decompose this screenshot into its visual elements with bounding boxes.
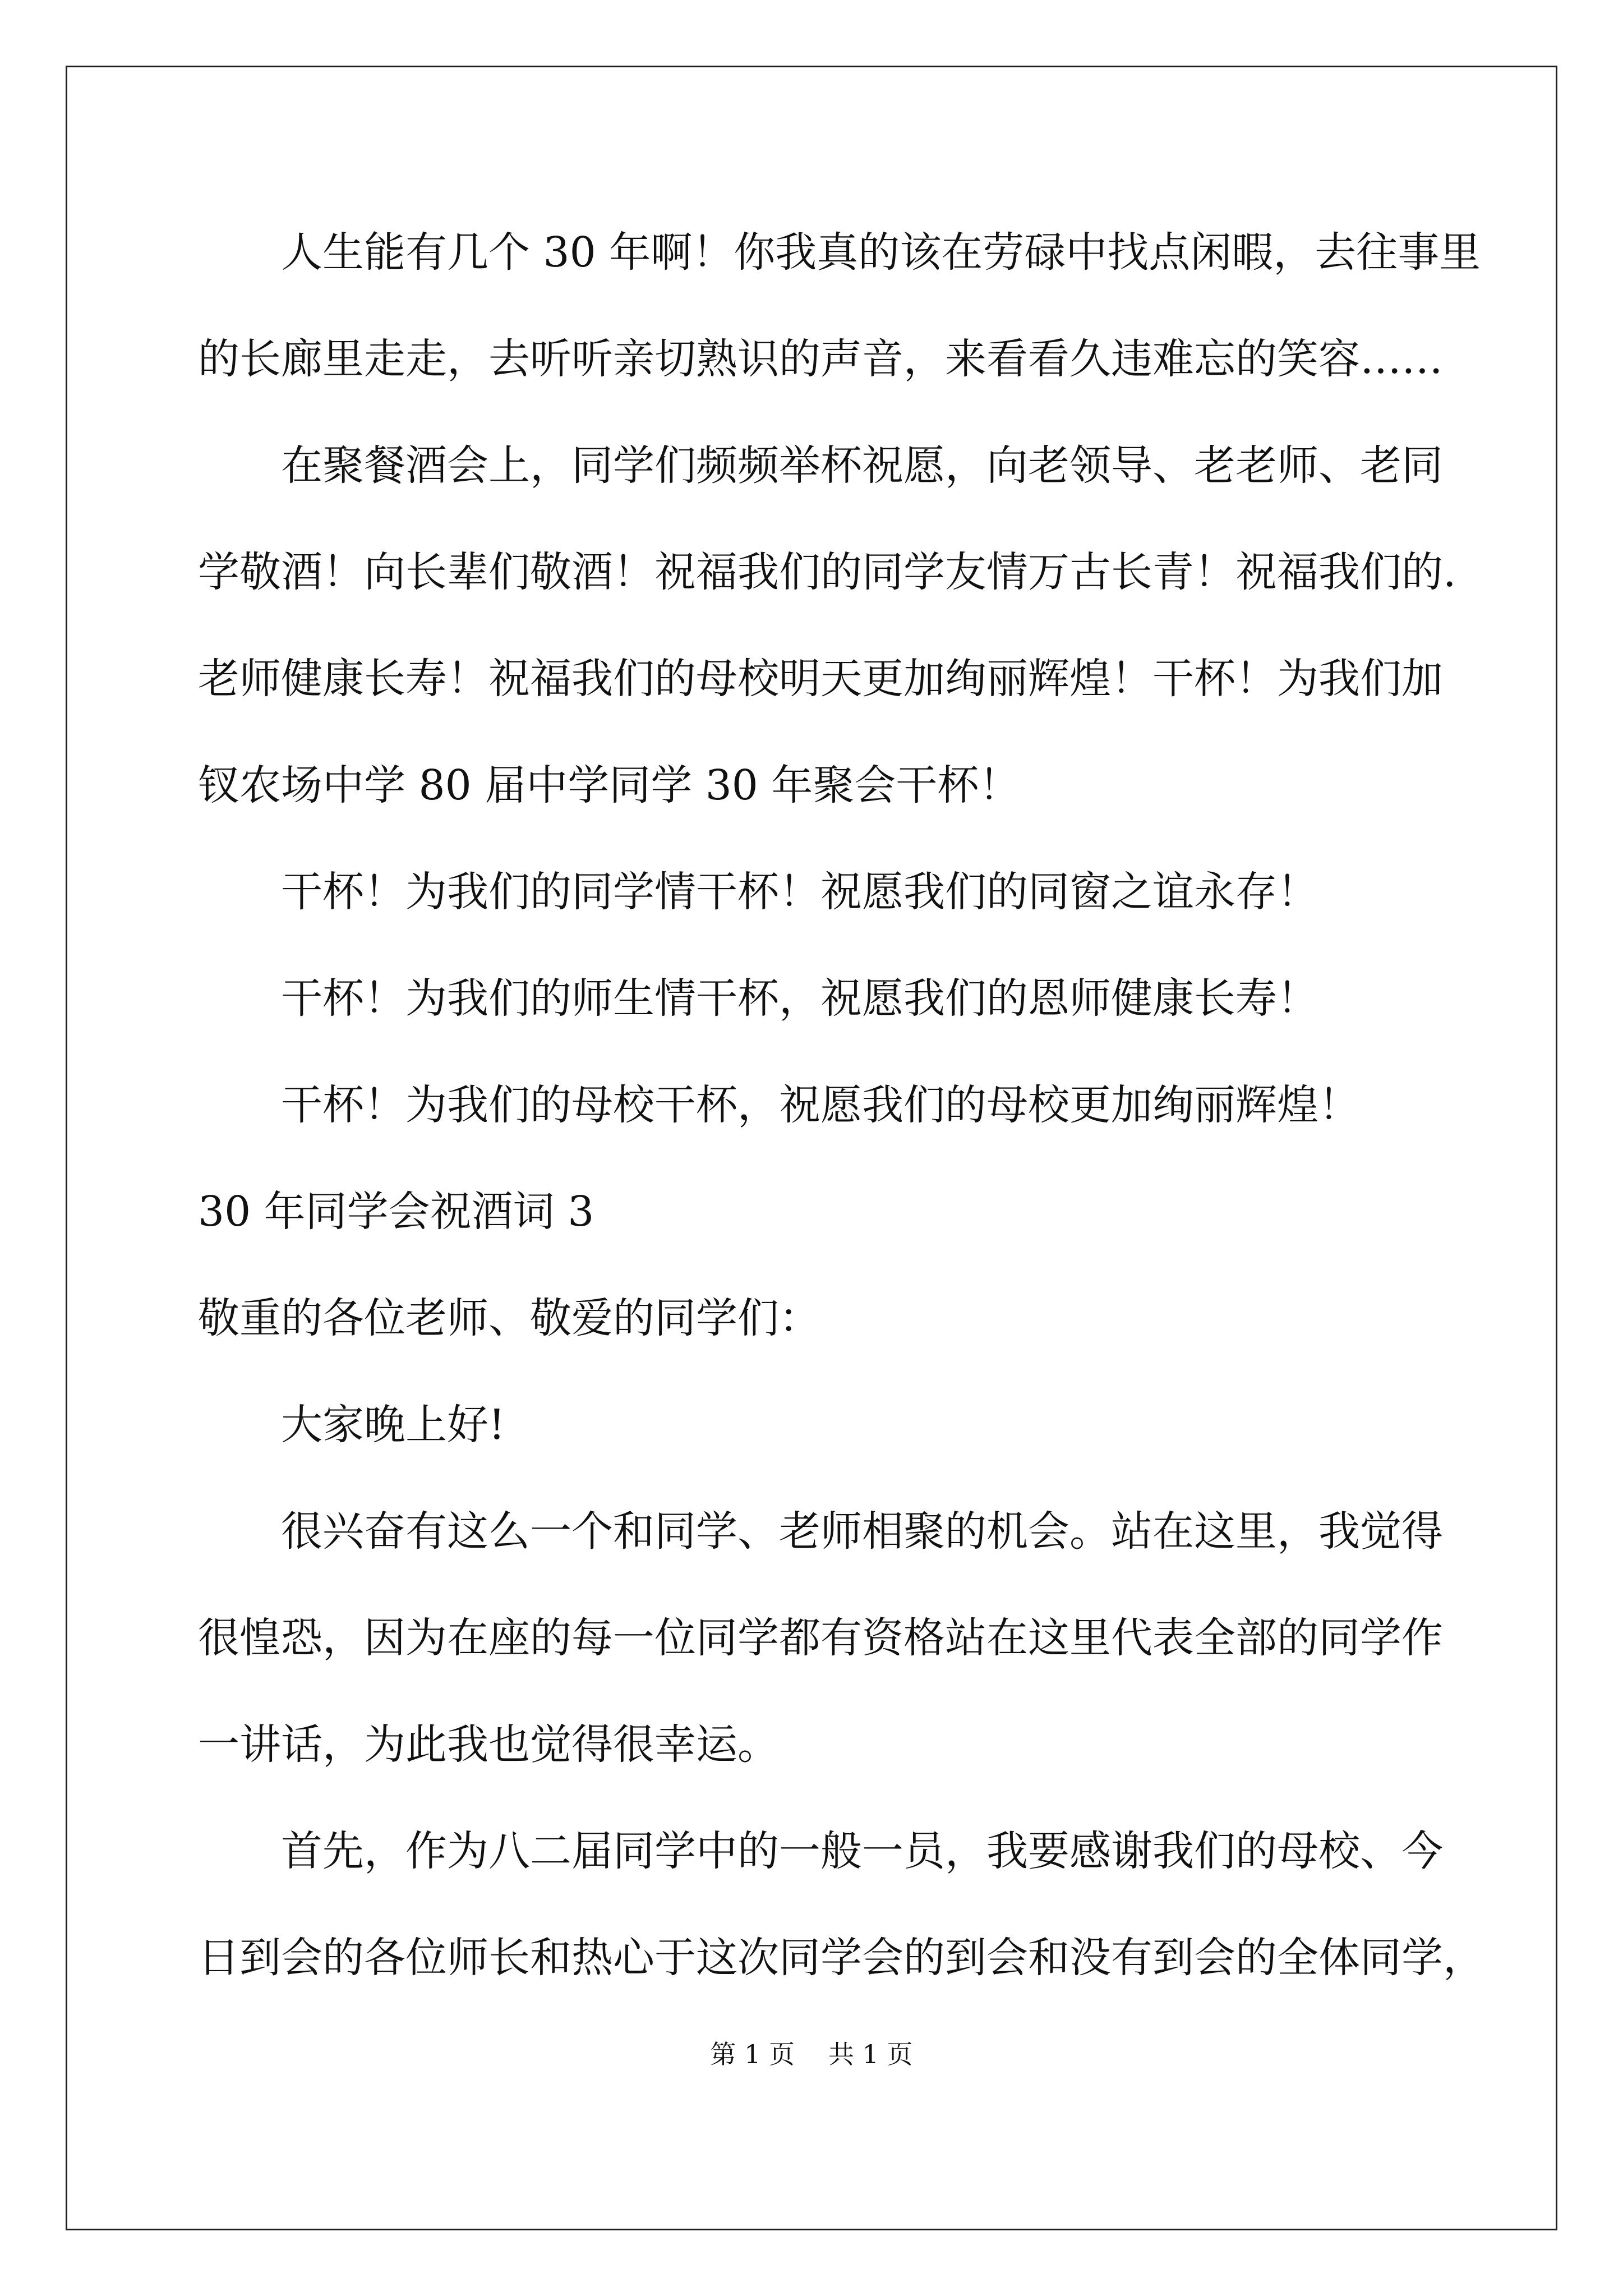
page-footer xyxy=(0,2037,1623,2071)
text-line-13: 很兴奋有这么一个和同学、老师相聚的机会。站在这里，我觉得 xyxy=(281,1507,1443,1556)
text-line-16: 首先，作为八二届同学中的一般一员，我要感谢我们的母校、今 xyxy=(281,1827,1443,1875)
section-heading: 30 年同学会祝酒词 3 xyxy=(198,1188,594,1236)
text-line-17: 日到会的各位师长和热心于这次同学会的到会和没有到会的全体同学， xyxy=(198,1934,1484,1982)
text-line-14: 很惶恐，因为在座的每一位同学都有资格站在这里代表全部的同学作 xyxy=(198,1614,1443,1662)
page-total: 共 1 页 xyxy=(828,2039,913,2069)
text-line-1: 人生能有几个 30 年啊！你我真的该在劳碌中找点闲暇，去往事里 xyxy=(281,228,1481,277)
text-line-2: 的长廊里走走，去听听亲切熟识的声音，来看看久违难忘的笑容…… xyxy=(198,335,1443,383)
text-line-9: 干杯！为我们的母校干杯，祝愿我们的母校更加绚丽辉煌！ xyxy=(281,1081,1360,1129)
text-line-8: 干杯！为我们的师生情干杯，祝愿我们的恩师健康长寿！ xyxy=(281,974,1318,1023)
salutation: 敬重的各位老师、敬爱的同学们： xyxy=(198,1294,820,1342)
text-line-3: 在聚餐酒会上，同学们频频举杯祝愿，向老领导、老老师、老同 xyxy=(281,441,1443,490)
page-number: 第 1 页 xyxy=(710,2039,795,2069)
text-line-15: 一讲话，为此我也觉得很幸运。 xyxy=(198,1720,779,1769)
text-line-4: 学敬酒！向长辈们敬酒！祝福我们的同学友情万古长青！祝福我们的. xyxy=(198,548,1456,596)
greeting: 大家晚上好! xyxy=(281,1401,505,1449)
text-line-7: 干杯！为我们的同学情干杯！祝愿我们的同窗之谊永存！ xyxy=(281,868,1318,916)
text-line-5: 老师健康长寿！祝福我们的母校明天更加绚丽辉煌！干杯！为我们加 xyxy=(198,655,1443,703)
text-line-6: 钗农场中学 80 届中学同学 30 年聚会干杯！ xyxy=(198,761,1021,809)
document-body xyxy=(198,216,1484,2028)
